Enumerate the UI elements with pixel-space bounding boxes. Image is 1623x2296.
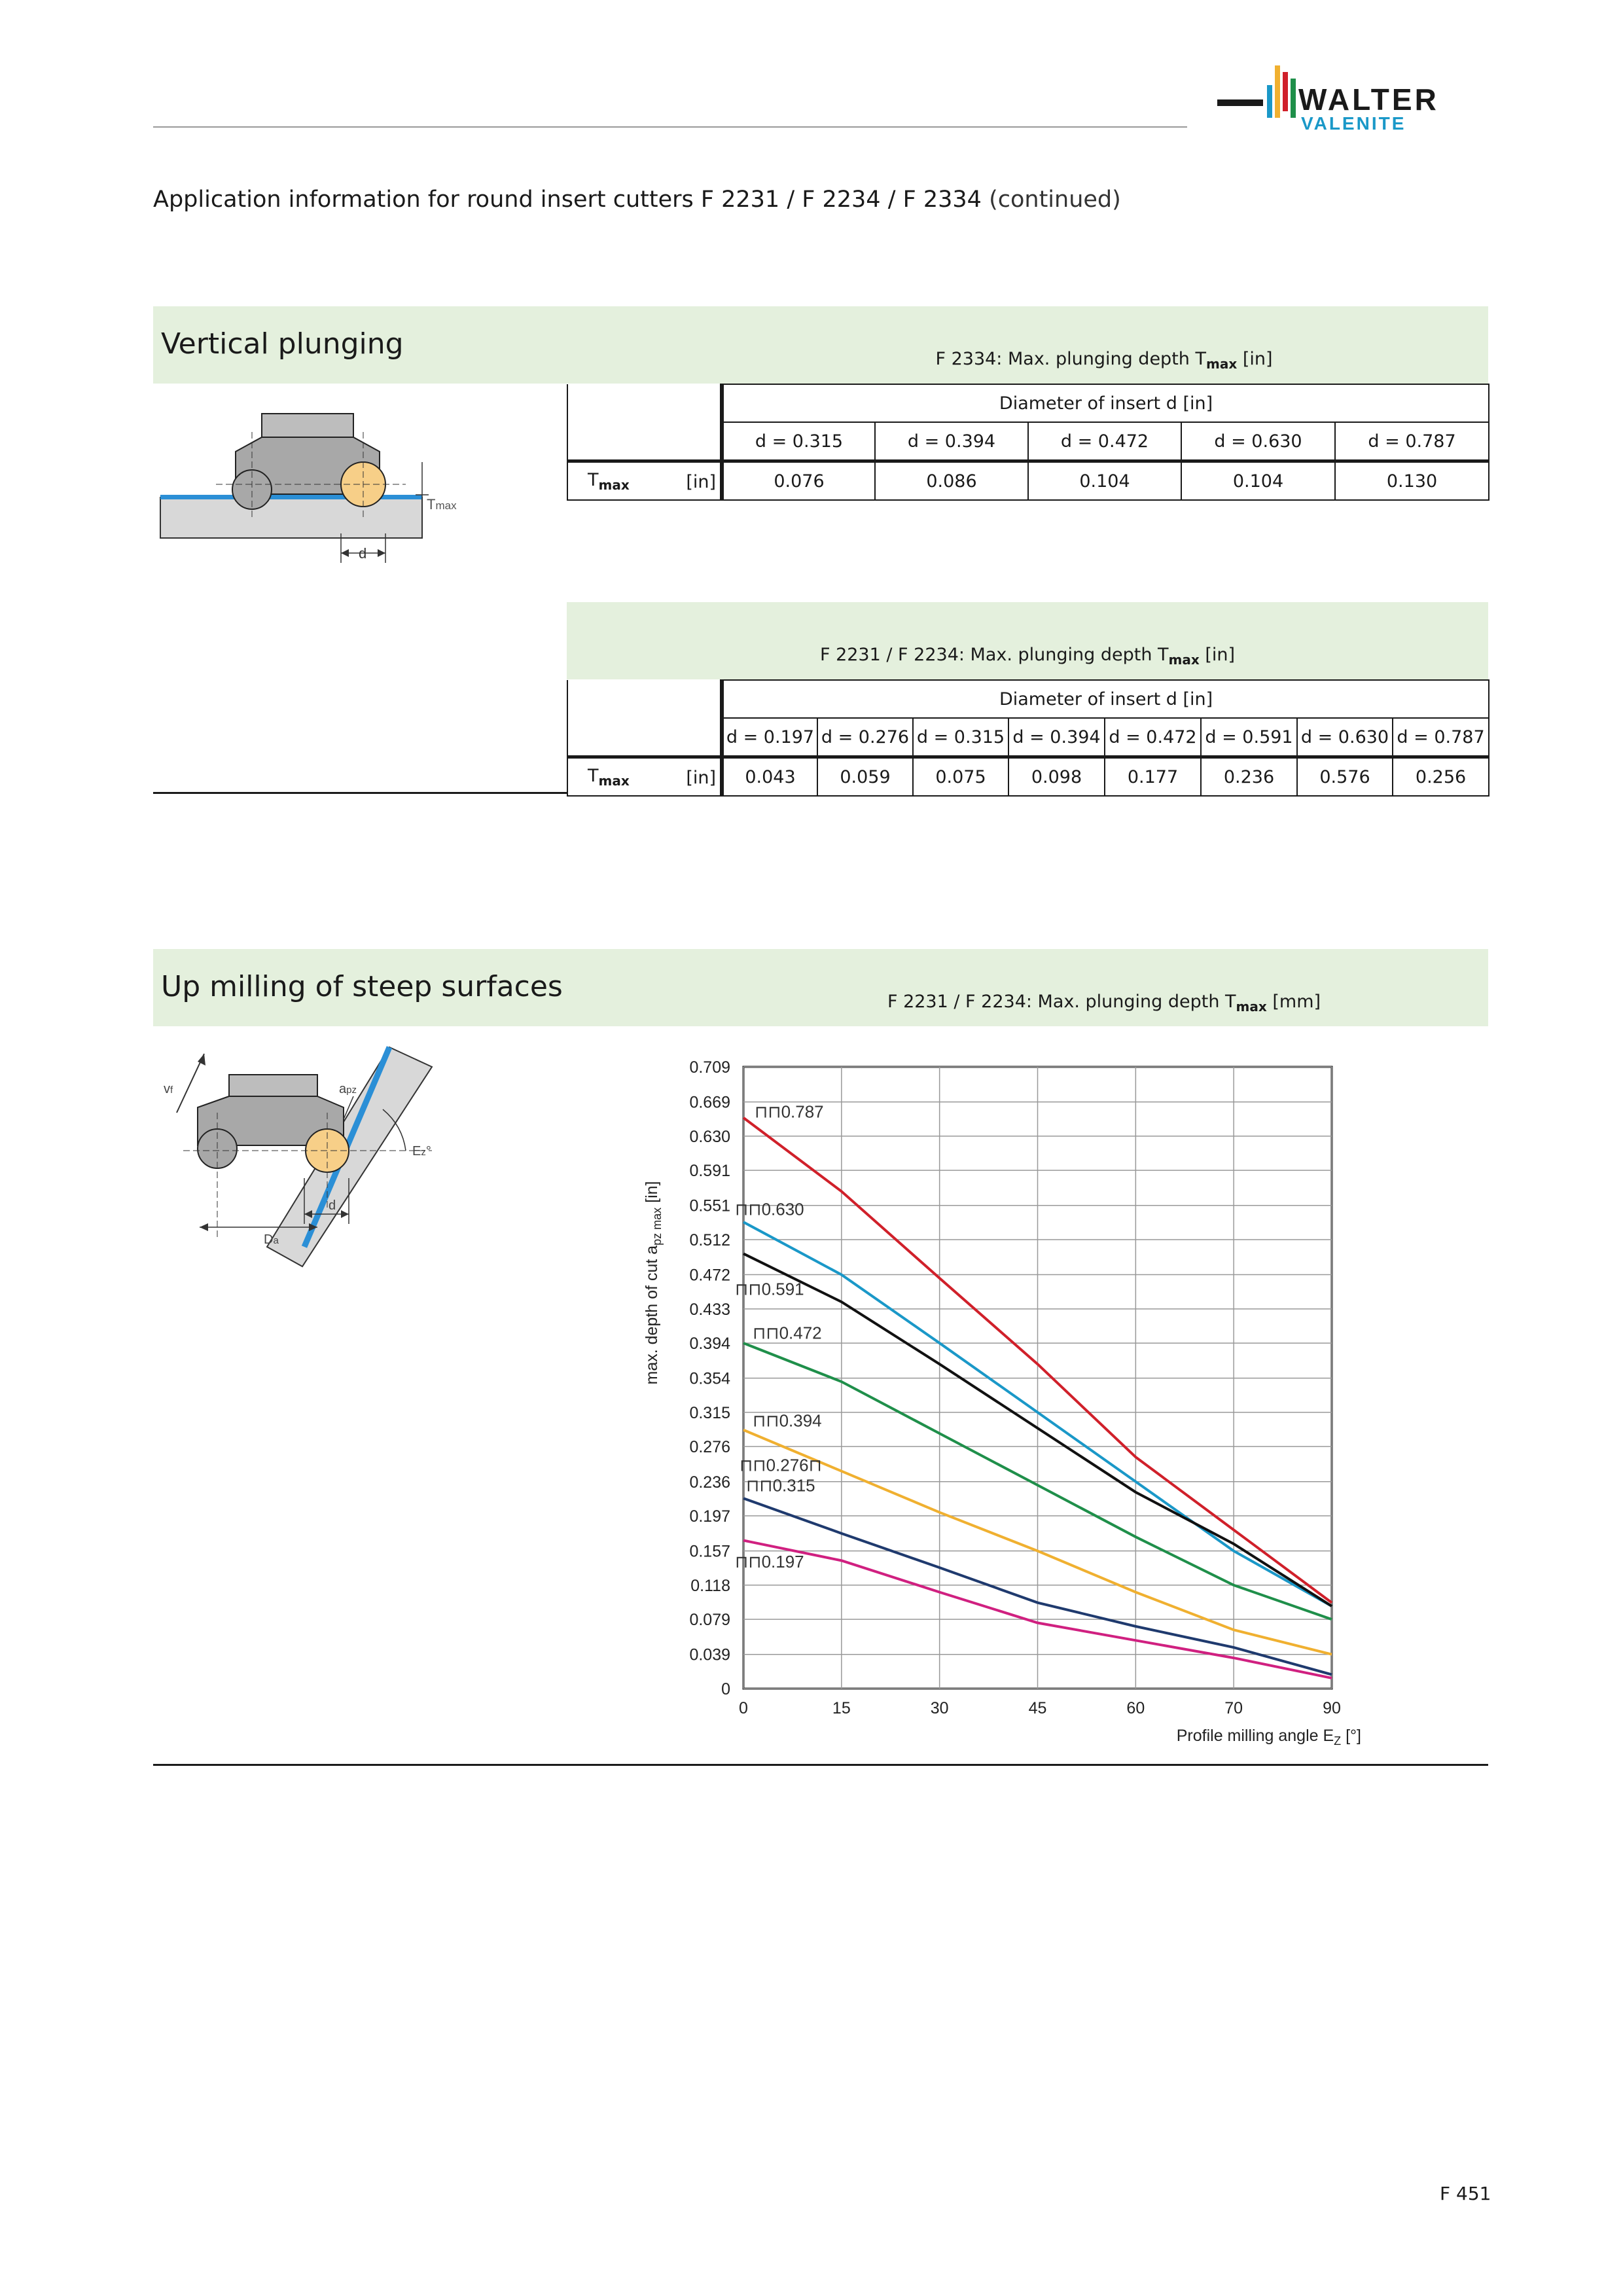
chart-x-tick-label: 70 <box>1224 1699 1243 1717</box>
chart-x-tick-label: 30 <box>930 1699 949 1717</box>
svg-text:apz: apz <box>339 1082 357 1096</box>
section2-bottom-rule <box>153 1764 1488 1766</box>
table2-group-header: Diameter of insert d [in] <box>722 680 1489 718</box>
table1-cell: 0.104 <box>1028 461 1181 501</box>
table1-col-header: d = 0.472 <box>1028 422 1181 461</box>
table1-cell: 0.104 <box>1181 461 1335 501</box>
chart-y-tick-label: 0 <box>721 1680 730 1698</box>
chart-y-tick-label: 0.354 <box>689 1369 730 1388</box>
chart-caption: F 2231 / F 2234: Max. plunging depth $T_{max}$ [mm] <box>887 992 1321 1014</box>
table2-cell: 0.075 <box>913 757 1008 797</box>
svg-text:d: d <box>359 545 367 562</box>
table2-cell: 0.236 <box>1201 757 1297 797</box>
table2-caption: F 2231 / F 2234: Max. plunging depth $T_{max}$ [in] <box>819 645 1236 668</box>
chart-xlabel: Profile milling angle $E_Z$ [°] <box>1176 1727 1361 1748</box>
table1-col-header: d = 0.394 <box>875 422 1028 461</box>
table2-corner <box>567 680 722 757</box>
chart-curve-label: ⊓⊓0.315 <box>746 1475 815 1496</box>
chart-x-tick-label: 0 <box>739 1699 748 1717</box>
chart-x-tick-label: 90 <box>1323 1699 1341 1717</box>
chart-y-tick-label: 0.433 <box>689 1300 730 1319</box>
table2-col-header: d = 0.394 <box>1008 718 1105 757</box>
table1-col-header: d = 0.787 <box>1335 422 1489 461</box>
table1-cell: 0.086 <box>875 461 1028 501</box>
chart-y-tick-label: 0.591 <box>689 1162 730 1181</box>
chart-y-tick-label: 0.394 <box>689 1335 730 1354</box>
table1-row-label: $T_{max}$ [in] <box>567 461 722 501</box>
chart-y-tick-label: 0.236 <box>689 1473 730 1492</box>
chart-curve-label: ⊓⊓0.276⊓ <box>740 1455 822 1475</box>
vertical-plunging-diagram <box>157 406 471 576</box>
heading-main: Application information for round insert cutters F 2231 / F 2234 / F 2334 <box>153 187 982 213</box>
chart-y-tick-label: 0.276 <box>689 1438 730 1457</box>
chart-curve-label: ⊓⊓0.197 <box>735 1552 804 1572</box>
chart-ylabel: max. depth of cut $a_{pz max}$ [in] <box>643 1181 664 1385</box>
svg-text:vf: vf <box>164 1082 173 1096</box>
table2-col-header: d = 0.315 <box>913 718 1008 757</box>
table2-cell: 0.098 <box>1008 757 1105 797</box>
chart-y-tick-label: 0.551 <box>689 1196 730 1215</box>
chart-curve-label: ⊓⊓0.787 <box>755 1102 824 1122</box>
page-heading <box>153 187 1121 213</box>
page-number: F 451 <box>1440 2183 1491 2204</box>
chart-curve-label: ⊓⊓0.472 <box>753 1323 822 1343</box>
table2-col-header: d = 0.197 <box>722 718 817 757</box>
svg-text:d: d <box>329 1198 336 1213</box>
chart-curve-label: ⊓⊓0.394 <box>753 1410 822 1431</box>
logo-valenite: VALENITE <box>1301 113 1406 134</box>
table1-col-header: d = 0.630 <box>1181 422 1335 461</box>
svg-text:Da: Da <box>264 1232 279 1247</box>
table1-corner <box>567 384 722 461</box>
depth-of-cut-chart <box>628 1047 1374 1767</box>
table2-col-header: d = 0.276 <box>817 718 913 757</box>
section1-title: Vertical plunging <box>161 327 404 361</box>
table1-cell: 0.130 <box>1335 461 1489 501</box>
chart-y-tick-label: 0.157 <box>689 1542 730 1561</box>
up-milling-diagram <box>157 1034 445 1270</box>
table2-cell: 0.043 <box>722 757 817 797</box>
chart-curve-label: ⊓⊓0.630 <box>735 1199 804 1219</box>
chart-x-tick-label: 60 <box>1126 1699 1145 1717</box>
table2-cell: 0.256 <box>1393 757 1489 797</box>
chart-y-tick-label: 0.197 <box>689 1507 730 1526</box>
chart-y-tick-label: 0.669 <box>689 1093 730 1112</box>
table2-row-label: $T_{max}$ [in] <box>567 757 722 797</box>
table1-caption: F 2334: Max. plunging depth $T_{max}$ [in] <box>935 349 1273 372</box>
chart-x-tick-label: 15 <box>832 1699 851 1717</box>
chart-curve-label: ⊓⊓0.591 <box>735 1279 804 1299</box>
table2-cell: 0.576 <box>1297 757 1393 797</box>
logo-walter: WALTER <box>1298 82 1439 117</box>
table1-group-header: Diameter of insert d [in] <box>722 384 1489 422</box>
table1-col-header: d = 0.315 <box>722 422 875 461</box>
chart-y-tick-label: 0.472 <box>689 1266 730 1285</box>
walter-valenite-logo <box>1217 59 1492 137</box>
section2-title: Up milling of steep surfaces <box>161 970 563 1003</box>
table2-col-header: d = 0.472 <box>1105 718 1201 757</box>
chart-y-tick-label: 0.709 <box>689 1058 730 1077</box>
table2-col-header: d = 0.787 <box>1393 718 1489 757</box>
chart-x-tick-label: 45 <box>1028 1699 1047 1717</box>
table2-cell: 0.177 <box>1105 757 1201 797</box>
chart-y-tick-label: 0.315 <box>689 1403 730 1422</box>
table1-cell: 0.076 <box>722 461 875 501</box>
table2-col-header: d = 0.630 <box>1297 718 1393 757</box>
svg-text:Ez°: Ez° <box>412 1144 431 1158</box>
svg-text:Tmax: Tmax <box>427 496 457 512</box>
chart-y-tick-label: 0.512 <box>689 1230 730 1249</box>
header-rule <box>153 126 1187 128</box>
chart-y-tick-label: 0.118 <box>690 1576 730 1595</box>
table2-cell: 0.059 <box>817 757 913 797</box>
table2-col-header: d = 0.591 <box>1201 718 1297 757</box>
chart-y-tick-label: 0.630 <box>689 1127 730 1146</box>
chart-y-tick-label: 0.039 <box>689 1645 730 1664</box>
section1-bottom-rule <box>153 792 567 794</box>
table1 <box>567 384 1489 501</box>
chart-y-tick-label: 0.079 <box>689 1611 730 1630</box>
table2 <box>567 679 1489 797</box>
table2-band <box>567 602 1488 679</box>
heading-suffix: (continued) <box>989 187 1121 213</box>
